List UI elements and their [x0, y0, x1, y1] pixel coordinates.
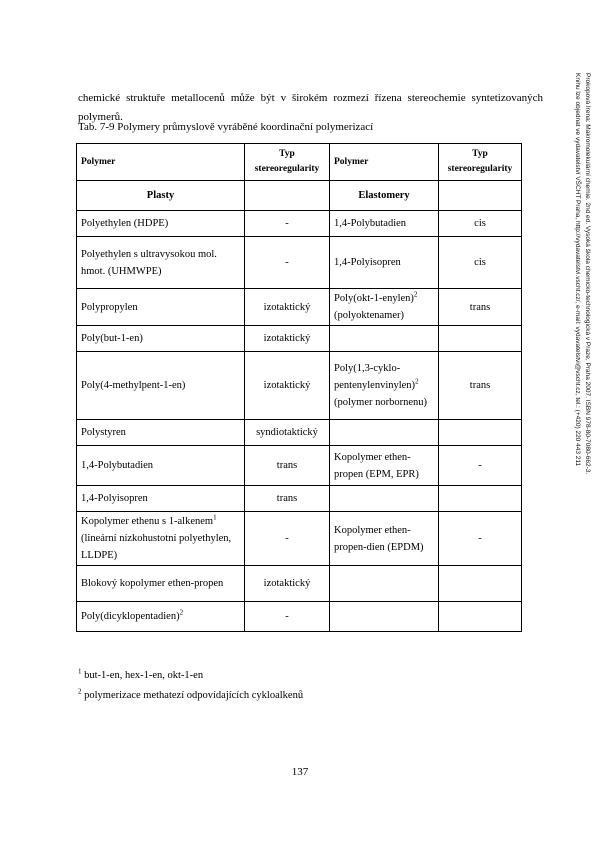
polymer-right-cell-text: 1,4-Polybutadien [334, 218, 407, 229]
footnote-ref: 2 [179, 608, 184, 617]
type-left-cell [245, 211, 330, 237]
type-left-cell [245, 289, 330, 326]
polymer-left-cell [77, 512, 245, 566]
polymer-left-cell-text: Polyethylen (HDPE) [81, 218, 169, 229]
polymer-left-cell-text: Polystyren [81, 427, 126, 438]
polymer-left-cell [77, 326, 245, 352]
type-left-cell [245, 420, 330, 446]
type-right-cell [439, 486, 522, 512]
footnote-ref: 2 [415, 377, 419, 386]
table-row [77, 566, 522, 602]
type-left-cell [245, 486, 330, 512]
type-left-cell-text: izotaktický [263, 333, 311, 344]
polymer-left-cell [77, 446, 245, 486]
polymer-left-cell-text: Polyethylen s ultravysokou mol. hmot. (UHMWPE) [81, 248, 217, 277]
footnote-1-mark: 1 [78, 667, 82, 676]
polymer-left-cell [77, 486, 245, 512]
type-right-cell [439, 566, 522, 602]
type-left-cell [245, 446, 330, 486]
side-note [572, 73, 592, 603]
polymer-right-cell [330, 352, 439, 420]
footnote-2-mark: 2 [78, 687, 82, 696]
empty-cell [439, 181, 522, 211]
type-left-cell [245, 237, 330, 289]
polymer-right-cell [330, 237, 439, 289]
table-row [77, 352, 522, 420]
polymer-left-cell [77, 289, 245, 326]
polymer-right-cell-text: Poly(okt-1-enylen) [334, 293, 414, 304]
table-row [77, 289, 522, 326]
polymer-left-cell-text: 1,4-Polyisopren [81, 493, 148, 504]
type-right-cell [439, 602, 522, 632]
type-right-cell [439, 512, 522, 566]
type-left-cell-text: - [285, 533, 289, 544]
empty-cell [245, 181, 330, 211]
footnote-ref: 2 [413, 290, 418, 299]
type-left-cell [245, 352, 330, 420]
type-left-cell-text: izotaktický [263, 578, 311, 589]
type-right-cell-text: trans [469, 301, 491, 313]
type-right-cell [439, 446, 522, 486]
type-right-cell [439, 420, 522, 446]
type-left-cell-text: - [285, 257, 289, 268]
type-right-cell [439, 237, 522, 289]
polymer-left-cell-text: Poly(dicyklopentadien) [81, 611, 180, 622]
table-body [77, 181, 522, 632]
type-right-cell [439, 289, 522, 326]
polymer-left-cell [77, 602, 245, 632]
section-elastomery: Elastomery [330, 181, 439, 211]
section-plasty: Plasty [77, 181, 245, 211]
type-left-cell-text: syndiotaktický [256, 427, 318, 438]
polymer-right-cell-text-cont: (polymer norbornenu) [334, 397, 428, 408]
footnote-2-text: polymerizace methatezí odpovídajících cykloalkenů [84, 690, 304, 701]
footnote-1 [78, 666, 303, 686]
polymer-left-cell-text: Poly(4-methylpent-1-en) [81, 380, 186, 391]
header-type-right: Typ stereoregularity [439, 144, 522, 181]
polymer-left-cell-text: Blokový kopolymer ethen-propen [81, 578, 224, 589]
polymer-right-cell [330, 326, 439, 352]
polymer-right-cell [330, 512, 439, 566]
polymer-right-cell [330, 566, 439, 602]
type-right-cell [439, 326, 522, 352]
header-polymer-right: Polymer [330, 144, 439, 181]
type-right-cell-text: cis [474, 257, 486, 268]
table-row [77, 211, 522, 237]
type-left-cell-text: trans [276, 493, 298, 504]
polymer-right-cell-text: 1,4-Polyisopren [334, 257, 401, 268]
polymer-left-cell [77, 237, 245, 289]
type-left-cell [245, 512, 330, 566]
header-type-left: Typ stereoregularity [245, 144, 330, 181]
polymer-left-cell [77, 211, 245, 237]
table-row [77, 446, 522, 486]
polymer-left-cell [77, 352, 245, 420]
type-right-cell [439, 352, 522, 420]
type-left-cell-text: - [285, 611, 289, 622]
footnote-ref: 1 [213, 513, 217, 522]
polymer-left-cell-text: 1,4-Polybutadien [81, 460, 154, 471]
type-right-cell-text: cis [474, 218, 486, 229]
side-note-line-1: Prokopová Irena: Makromolekulární chemie. 2nd ed. Vysoká škola chemicko-technologická v Praze, Praha 2007. ISBN 978-80-7080-662-3. [584, 73, 591, 475]
polymer-right-cell-text: Poly(1,3-cyklo- pentenylenvinylen) [334, 363, 416, 391]
polymer-left-cell [77, 566, 245, 602]
polymer-right-cell-text-cont: (polyoktenamer) [334, 310, 404, 321]
polymer-left-cell-text: Polypropylen [81, 301, 138, 313]
table-row [77, 602, 522, 632]
type-left-cell-text: - [285, 218, 289, 229]
table-row [77, 512, 522, 566]
type-right-cell-text: trans [469, 380, 491, 391]
footnote-2 [78, 686, 303, 706]
polymer-left-cell-text: Poly(but-1-en) [81, 333, 143, 344]
table-row [77, 420, 522, 446]
polymer-right-cell-text: Kopolymer ethen-propen (EPM, EPR) [334, 451, 419, 480]
type-left-cell [245, 566, 330, 602]
polymer-right-cell [330, 446, 439, 486]
polymer-right-cell [330, 211, 439, 237]
polymer-right-cell [330, 420, 439, 446]
polymer-left-cell-text-cont: (lineární nízkohustotní polyethylen, LLDPE) [81, 533, 232, 561]
polymer-right-cell-text: Kopolymer ethen-propen-dien (EPDM) [334, 524, 424, 553]
section-row [77, 181, 522, 211]
intro-paragraph: chemické struktuře metallocenů může být v širokém rozmezí řízena stereochemie syntetizovaných polymerů. [78, 92, 543, 123]
type-left-cell [245, 326, 330, 352]
type-left-cell-text: trans [276, 460, 298, 471]
table-row [77, 486, 522, 512]
type-right-cell-text: - [478, 533, 482, 544]
polymer-left-cell-text: Kopolymer ethenu s 1-alkenem [81, 516, 214, 527]
polymer-left-cell [77, 420, 245, 446]
type-right-cell-text: - [478, 460, 482, 471]
type-left-cell-text: izotaktický [263, 301, 311, 313]
type-left-cell-text: izotaktický [263, 380, 311, 391]
header-polymer-left: Polymer [77, 144, 245, 181]
page-number: 137 [291, 766, 309, 778]
polymer-right-cell [330, 602, 439, 632]
table-row [77, 326, 522, 352]
type-right-cell [439, 211, 522, 237]
side-note-line-2: Knihu lze objednat ve vydavatelství VŠCHT Praha, http://vydavatelstvi.vscht.cz/, e-mail: vydavatelstvi@vscht.cz, tel.: (+420) 220 443 211 [574, 73, 581, 467]
polymer-right-cell [330, 289, 439, 326]
table-caption: Tab. 7-9 Polymery průmyslově vyráběné koordinační polymerizací [78, 121, 374, 133]
table-row [77, 237, 522, 289]
footnote-1-text: but-1-en, hex-1-en, okt-1-en [84, 670, 204, 681]
polymer-right-cell [330, 486, 439, 512]
type-left-cell [245, 602, 330, 632]
footnotes [78, 666, 303, 706]
polymer-table [76, 143, 522, 632]
